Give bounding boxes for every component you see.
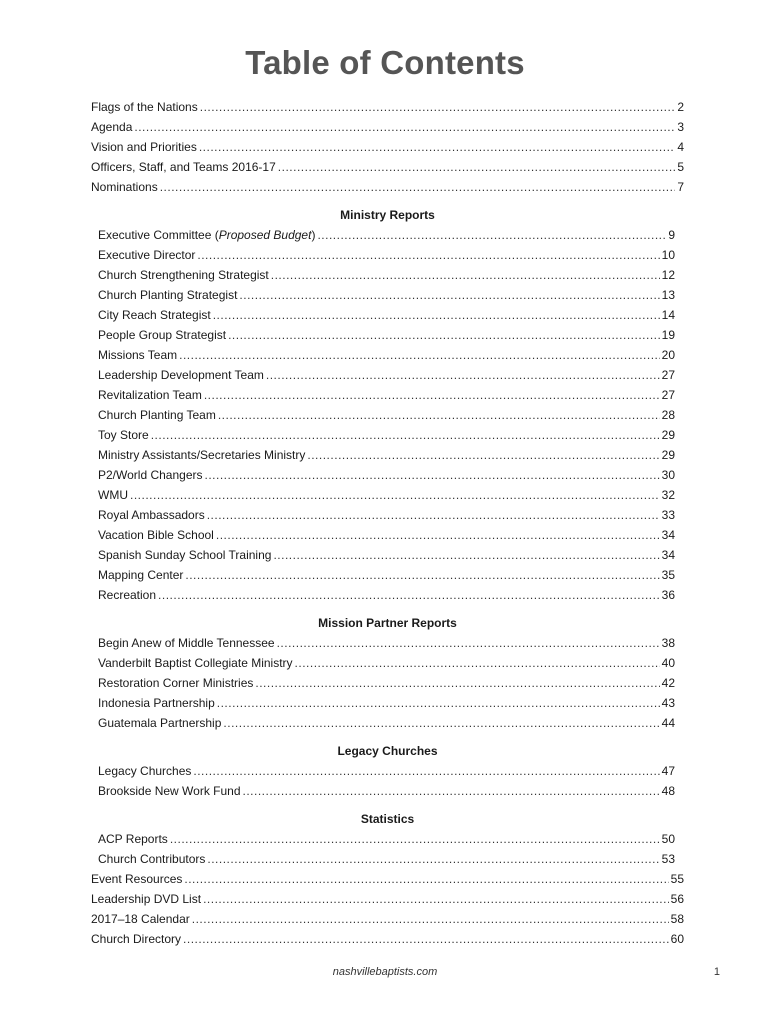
toc-entry-page: 19 [661, 328, 675, 342]
toc-entry-label: Begin Anew of Middle Tennessee [98, 636, 275, 650]
leader-dots [179, 345, 660, 365]
toc-entry-page: 48 [661, 784, 675, 798]
toc-entry-label: Recreation [98, 588, 157, 602]
toc-entry[interactable] [91, 869, 684, 889]
toc-entry-page: 3 [677, 120, 684, 134]
toc-entry[interactable] [91, 713, 684, 733]
toc-entry-page: 60 [670, 932, 684, 946]
toc-entry-label: Missions Team [98, 348, 178, 362]
toc-entry-page: 50 [661, 832, 675, 846]
section-heading-statistics: Statistics [360, 812, 415, 826]
toc-entry-label: Officers, Staff, and Teams 2016-17 [91, 160, 276, 174]
toc-entry[interactable] [91, 305, 684, 325]
toc-entry[interactable] [91, 633, 684, 653]
toc-entry-label: Ministry Assistants/Secretaries Ministry [98, 448, 306, 462]
leader-dots [134, 117, 675, 137]
toc-entry-page: 9 [668, 228, 675, 242]
toc-entry-label: Church Strengthening Strategist [98, 268, 269, 282]
toc-entry[interactable] [91, 445, 684, 465]
toc-entry-page: 7 [677, 180, 684, 194]
toc-entry[interactable] [91, 97, 684, 117]
toc-entry-page: 29 [661, 448, 675, 462]
toc-entry-label: Vacation Bible School [98, 528, 214, 542]
toc-entry-label: Church Directory [91, 932, 182, 946]
toc-entry[interactable] [91, 505, 684, 525]
leader-dots [239, 285, 659, 305]
top-entries [91, 97, 684, 197]
leader-dots [216, 525, 660, 545]
leader-dots [307, 445, 659, 465]
toc-entry[interactable] [91, 929, 684, 949]
toc-entry-label: Church Planting Team [98, 408, 216, 422]
toc-entry-label: People Group Strategist [98, 328, 227, 342]
leader-dots [160, 177, 676, 197]
toc-entry-label: Guatemala Partnership [98, 716, 222, 730]
statistics-entries [91, 829, 684, 869]
toc-entry-label: Leadership Development Team [98, 368, 264, 382]
toc-entry-label: Church Planting Strategist [98, 288, 238, 302]
toc-entry-label: Legacy Churches [98, 764, 192, 778]
toc-entry-page: 13 [661, 288, 675, 302]
leader-dots [197, 245, 659, 265]
toc-entry[interactable] [91, 565, 684, 585]
mission-partner-entries [91, 633, 684, 733]
toc-entry-label: Royal Ambassadors [98, 508, 205, 522]
toc-entry[interactable] [91, 285, 684, 305]
toc-entry-page: 12 [661, 268, 675, 282]
leader-dots [193, 761, 659, 781]
leader-dots [204, 385, 660, 405]
toc-entry[interactable] [91, 137, 684, 157]
toc-entry-page: 58 [670, 912, 684, 926]
leader-dots [317, 225, 666, 245]
toc-entry-page: 55 [670, 872, 684, 886]
toc-entry[interactable] [91, 653, 684, 673]
toc-entry-label: Agenda [91, 120, 133, 134]
toc-entry[interactable] [91, 693, 684, 713]
leader-dots [170, 829, 660, 849]
section-heading-mission-partner-reports: Mission Partner Reports [318, 616, 457, 630]
toc-entry-label: City Reach Strategist [98, 308, 211, 322]
toc-entry[interactable] [91, 325, 684, 345]
toc-entry[interactable] [91, 545, 684, 565]
leader-dots [271, 265, 660, 285]
ministry-report-entries [91, 245, 684, 605]
leader-dots [130, 485, 660, 505]
toc-entry[interactable] [91, 345, 684, 365]
toc-entry-label: Toy Store [98, 428, 149, 442]
leader-dots [200, 97, 676, 117]
toc-entry[interactable] [91, 465, 684, 485]
leader-dots [255, 673, 659, 693]
toc-entry-label: Executive Director [98, 248, 196, 262]
toc-entry-page: 5 [677, 160, 684, 174]
leader-dots [184, 869, 668, 889]
leader-dots [192, 909, 669, 929]
toc-entry-executive-committee[interactable] [91, 225, 684, 245]
toc-entry[interactable] [91, 245, 684, 265]
toc-entry-label: Revitalization Team [98, 388, 202, 402]
toc-entry-label: P2/World Changers [98, 468, 203, 482]
toc-entry-label: Event Resources [91, 872, 183, 886]
section-heading-ministry-reports: Ministry Reports [340, 208, 435, 222]
bottom-entries [91, 869, 684, 949]
toc-entry[interactable] [91, 781, 684, 801]
toc-entry-page: 40 [661, 656, 675, 670]
toc-entry-label: Mapping Center [98, 568, 184, 582]
toc-entry-page: 28 [661, 408, 675, 422]
toc-entry[interactable] [91, 485, 684, 505]
toc-entry-page: 34 [661, 528, 675, 542]
page-title: Table of Contents [245, 44, 525, 81]
toc-entry-label: Restoration Corner Ministries [98, 676, 254, 690]
toc-entry-page: 56 [670, 892, 684, 906]
toc-entry[interactable] [91, 673, 684, 693]
leader-dots [277, 633, 660, 653]
leader-dots [158, 585, 660, 605]
toc-entry-page: 34 [661, 548, 675, 562]
toc-entry-page: 2 [677, 100, 684, 114]
leader-dots [207, 505, 660, 525]
toc-entry-label: ACP Reports [98, 832, 168, 846]
toc-entry[interactable] [91, 849, 684, 869]
toc-entry[interactable] [91, 889, 684, 909]
toc-entry[interactable] [91, 157, 684, 177]
toc-entry[interactable] [91, 265, 684, 285]
toc-entry-page: 30 [661, 468, 675, 482]
leader-dots [199, 137, 675, 157]
toc-entry-label: Brookside New Work Fund [98, 784, 241, 798]
leader-dots [278, 157, 676, 177]
toc-entry-label: Nominations [91, 180, 158, 194]
leader-dots [185, 565, 659, 585]
toc-entry-label: 2017–18 Calendar [91, 912, 190, 926]
toc-entry-page: 35 [661, 568, 675, 582]
leader-dots [151, 425, 660, 445]
section-heading-legacy-churches: Legacy Churches [337, 744, 438, 758]
leader-dots [203, 889, 669, 909]
toc-entry-label: Church Contributors [98, 852, 206, 866]
toc-entry[interactable] [91, 525, 684, 545]
toc-entry[interactable] [91, 585, 684, 605]
toc-entry-label: Executive Committee (Proposed Budget) [98, 228, 316, 242]
leader-dots [217, 693, 660, 713]
leader-dots [266, 365, 660, 385]
toc-entry[interactable] [91, 829, 684, 849]
toc-entry-page: 36 [661, 588, 675, 602]
toc-entry-page: 29 [661, 428, 675, 442]
toc-entry-page: 4 [677, 140, 684, 154]
toc-entry-page: 44 [661, 716, 675, 730]
toc-entry[interactable] [91, 405, 684, 425]
toc-entry-page: 10 [661, 248, 675, 262]
toc-entry-label: Leadership DVD List [91, 892, 202, 906]
toc-entry-label: WMU [98, 488, 128, 502]
toc-entry[interactable] [91, 177, 684, 197]
toc-entry-label: Flags of the Nations [91, 100, 198, 114]
leader-dots [223, 713, 659, 733]
leader-dots [183, 929, 669, 949]
leader-dots [218, 405, 660, 425]
legacy-church-entries [91, 761, 684, 801]
footer-page-number: 1 [713, 966, 720, 978]
toc-entry-label: Spanish Sunday School Training [98, 548, 272, 562]
toc-entry-label: Vision and Priorities [91, 140, 197, 154]
toc-entry-label: Vanderbilt Baptist Collegiate Ministry [98, 656, 293, 670]
toc-entry[interactable] [91, 425, 684, 445]
toc-entry[interactable] [91, 385, 684, 405]
toc-entry-page: 43 [661, 696, 675, 710]
table-of-contents [91, 97, 684, 949]
toc-entry-page: 38 [661, 636, 675, 650]
leader-dots [243, 781, 660, 801]
toc-entry-page: 20 [661, 348, 675, 362]
leader-dots [228, 325, 660, 345]
toc-entry-page: 32 [661, 488, 675, 502]
toc-entry-label: Indonesia Partnership [98, 696, 215, 710]
toc-entry-page: 33 [661, 508, 675, 522]
toc-entry-page: 27 [661, 368, 675, 382]
leader-dots [207, 849, 659, 869]
leader-dots [295, 653, 660, 673]
leader-dots [205, 465, 660, 485]
footer-url: nashvillebaptists.com [332, 966, 438, 978]
toc-entry-page: 53 [661, 852, 675, 866]
toc-entry[interactable] [91, 909, 684, 929]
toc-entry-page: 47 [661, 764, 675, 778]
leader-dots [273, 545, 659, 565]
leader-dots [213, 305, 660, 325]
toc-entry-page: 14 [661, 308, 675, 322]
toc-entry-page: 27 [661, 388, 675, 402]
toc-entry[interactable] [91, 117, 684, 137]
toc-entry-page: 42 [661, 676, 675, 690]
toc-entry[interactable] [91, 761, 684, 781]
toc-entry[interactable] [91, 365, 684, 385]
